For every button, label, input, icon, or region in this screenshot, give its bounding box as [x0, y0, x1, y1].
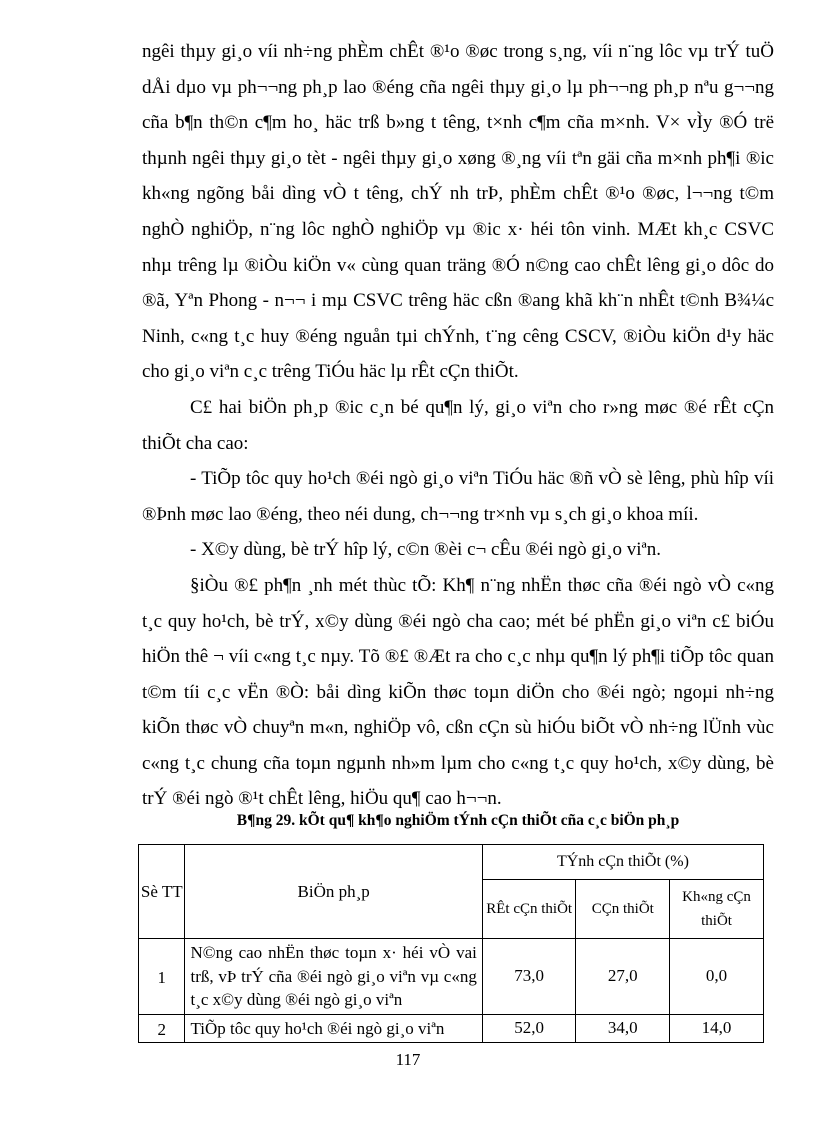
table-row — [139, 939, 764, 1015]
header-group-tinh-can-thiet: TÝnh cÇn thiÕt (%) — [482, 845, 763, 880]
row-can-thiet: 34,0 — [576, 1014, 670, 1043]
header-khong-can-thiet: Kh«ng cÇn thiÕt — [670, 880, 764, 939]
results-table — [138, 844, 764, 1043]
page-number: 117 — [395, 1050, 421, 1069]
row-stt: 2 — [139, 1014, 185, 1043]
paragraph: - X©y dùng, bè trÝ hîp lý, c©n ®èi c¬ cÊu ®éi ngò gi¸o viªn. — [190, 539, 662, 561]
row-can-thiet: 27,0 — [576, 939, 670, 1015]
table-header-row — [139, 845, 764, 880]
row-bien-phap: TiÕp tôc quy ho¹ch ®éi ngò gi¸o viªn — [185, 1014, 482, 1043]
header-bien-phap: BiÖn ph¸p — [185, 845, 482, 939]
table-row — [139, 1014, 764, 1043]
header-rat-can-thiet: RÊt cÇn thiÕt — [482, 880, 576, 939]
header-stt: Sè TT — [139, 845, 185, 939]
paragraph: ngêi thµy gi¸o víi nh÷ng phÈm chÊt ®¹o ®øc trong s¸ng, víi n¨ng lôc vµ trÝ tuÖ dÅi dµo vµ ph¬¬ng ph¸p lao ®éng cña ngêi thµy gi¸o lµ ph¬¬ng ph¸p nªu g¬¬ng cña b¶n th©n c¶m ho¸ häc trß b»ng t têng, t×nh c¶m cña m×nh. V× vÌy ®Ó trë thµnh ngêi thµy gi¸o tèt - ngêi thµy gi¸o xøng ®¸ng víi tªn gäi cña m×nh ph¶i ®ic kh«ng ngõng båi dìng vÒ t têng, chÝ nh trÞ, phÈm chÊt ®¹o ®øc, l¬¬ng t©m nghÒ nghiÖp, n¨ng lôc nghÒ nghiÖp vµ ®ic x· héi tôn vinh. MÆt kh¸c CSVC nhµ trêng lµ ®iÒu kiÖn v« cùng quan träng ®Ó n©ng cao chÊt lêng gi¸o dôc do ®ã, Yªn Phong - n¬¬ i mµ CSVC trêng häc cßn ®ang khã kh¨n nhÊt t©nh B¾¼c Ninh, c«ng t¸c huy ®éng nguån tµi chÝnh, t¨ng cêng CSCV, ®iÒu kiÖn d¹y häc cho gi¸o viªn c¸c trêng TiÓu häc lµ rÊt cÇn thiÕt. — [142, 41, 774, 383]
table-caption: B¶ng 29. kÕt qu¶ kh¶o nghiÖm tÝnh cÇn thiÕt cña c¸c biÖn ph¸p — [236, 812, 680, 829]
row-bien-phap: N©ng cao nhËn thøc toµn x· héi vÒ vai trß, vÞ trÝ cña ®éi ngò gi¸o viªn vµ c«ng t¸c x©y dùng ®éi ngò gi¸o viªn — [185, 939, 482, 1015]
row-rat-can-thiet: 73,0 — [482, 939, 576, 1015]
row-khong-can-thiet: 14,0 — [670, 1014, 764, 1043]
paragraph: - TiÕp tôc quy ho¹ch ®éi ngò gi¸o viªn TiÓu häc ®ñ vÒ sè lêng, phù hîp víi ®Þnh møc lao ®éng, theo néi dung, ch¬¬ng tr×nh vµ s¸ch gi¸o khoa míi. — [142, 468, 774, 525]
header-can-thiet: CÇn thiÕt — [576, 880, 670, 939]
row-khong-can-thiet: 0,0 — [670, 939, 764, 1015]
body-text — [142, 34, 774, 817]
paragraph: §iÒu ®£ ph¶n ¸nh mét thùc tÕ: Kh¶ n¨ng nhËn thøc cña ®éi ngò vÒ c«ng t¸c quy ho¹ch, bè trÝ, x©y dùng ®éi ngò cha cao; mét bé phËn gi¸o viªn c£ biÓu hiÖn thê ¬ víi c«ng t¸c nµy. Tõ ®£ ®Æt ra cho c¸c nhµ qu¶n lý ph¶i tiÕp tôc quan t©m tíi c¸c vËn ®Ò: båi dìng kiÕn thøc toµn diÖn cho ®éi ngò; ngoµi nh÷ng kiÕn thøc vÒ chuyªn m«n, nghiÖp vô, cßn cÇn sù hiÓu biÕt vÒ nh÷ng lÜnh vùc c«ng t¸c chung cña toµn ngµnh nh»m lµm cho c«ng t¸c quy ho¹ch, x©y dùng, bè trÝ ®éi ngò ®¹t chÊt lêng, hiÖu qu¶ cao h¬¬n. — [142, 574, 774, 810]
row-stt: 1 — [139, 939, 185, 1015]
paragraph: C£ hai biÖn ph¸p ®ic c¸n bé qu¶n lý, gi¸o viªn cho r»ng møc ®é rÊt cÇn thiÕt cha cao: — [142, 396, 774, 454]
row-rat-can-thiet: 52,0 — [482, 1014, 576, 1043]
